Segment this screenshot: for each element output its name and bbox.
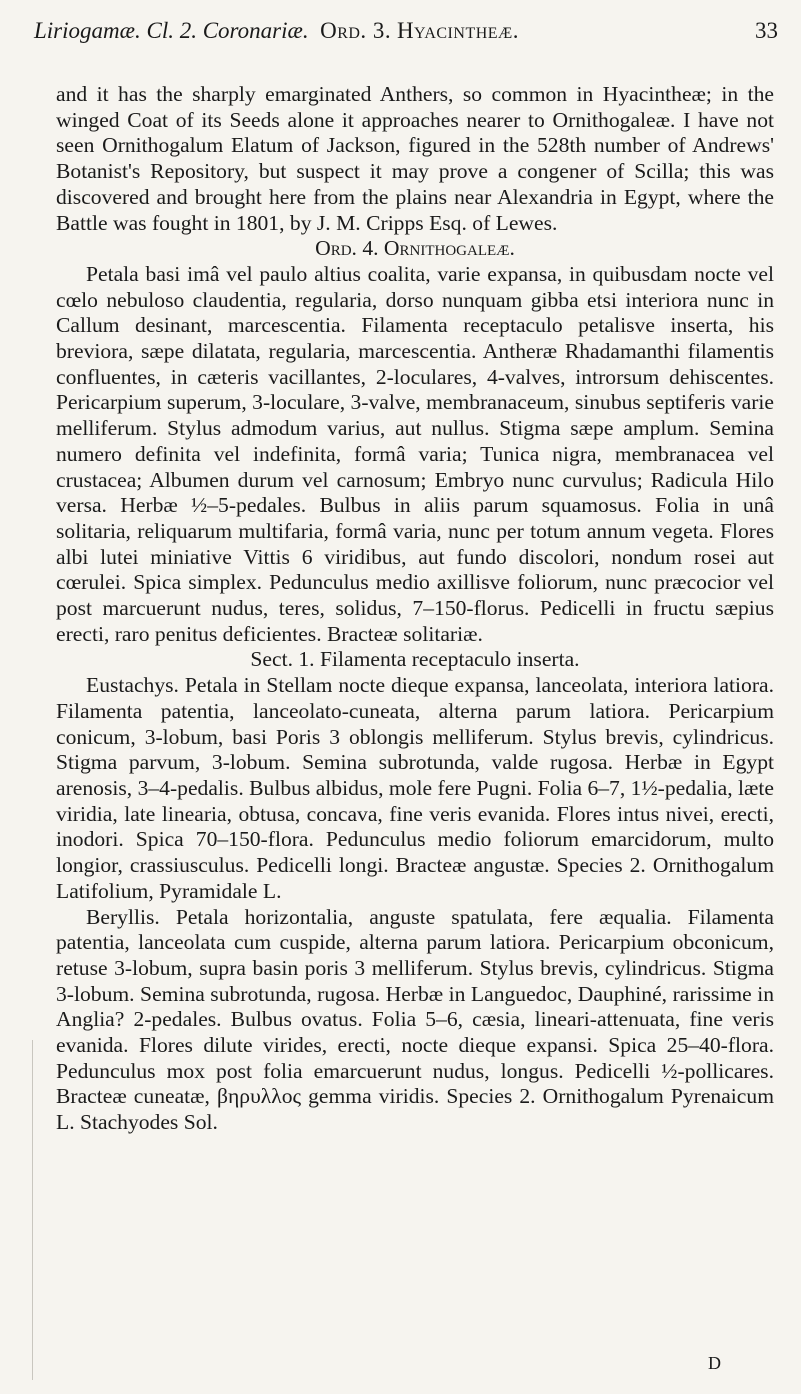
margin-rule [32, 1040, 33, 1380]
class-number: Cl. 2. [146, 18, 197, 43]
order-label: Ord. 3. [320, 18, 392, 43]
class-title: Coronariæ. [202, 18, 309, 43]
page-body [56, 82, 774, 1136]
paragraph-beryllis: Beryllis. Petala horizontalia, anguste spatulata, fere æqualia. Filamenta patentia, lanceolata cum cuspide, alterna parum latiora. Pericarpium obconicum, retuse 3-lobum, supra basin poris 3 melliferum. Stylus brevis, cylindricus. Stigma 3-lobum. Semina subrotunda, rugosa. Herbæ in Languedoc, Dauphiné, rarissime in Anglia? 2-pedales. Bulbus ovatus. Folia 5–6, cæsia, lineari-attenuata, fine veris evanida. Flores dilute virides, erecti, nocte dieque expansi. Spica 25–40-flora. Pedunculus mox post folia emarcuerunt nudus, longus. Pedicelli ½-pollicares. Bracteæ cuneatæ, βηρυλλος gemma viridis. Species 2. Ornithogalum Pyrenaicum L. Stachyodes Sol. [56, 904, 774, 1135]
page-header [34, 12, 778, 52]
page-number: 33 [755, 18, 778, 43]
signature-mark: D [708, 1353, 721, 1373]
section-heading: Sect. 1. Filamenta receptaculo inserta. [250, 647, 580, 672]
order-name: Hyacintheæ. [396, 18, 520, 43]
order-heading: Ord. 4. Ornithogaleæ. [315, 236, 515, 261]
class-name: Liriogamæ. [34, 18, 141, 43]
paragraph-hyacintheae-continued: and it has the sharply emarginated Anthers, so common in Hyacintheæ; in the winged Coat of its Seeds alone it approaches nearer to Ornithogaleæ. I have not seen Ornithogalum Elatum of Jackson, figured in the 528th number of Andrews' Botanist's Repository, but suspect it may prove a congener of Scilla; this was discovered and brought here from the plains near Alexandria in Egypt, where the Battle was fought in 1801, by J. M. Cripps Esq. of Lewes. [56, 82, 774, 235]
running-head [34, 16, 519, 46]
paragraph-ornithogaleae-description: Petala basi imâ vel paulo altius coalita, varie expansa, in quibusdam nocte vel cœlo nebuloso claudentia, regularia, dorso nunquam gibba etsi interiora nunc in Callum desinant, marcescentia. Filamenta receptaculo petalisve inserta, his breviora, sæpe dilatata, regularia, marcescentia. Antheræ Rhadamanthi filamentis confluentes, in cæteris vacillantes, 2-loculares, 4-valves, introrsum dehiscentes. Pericarpium superum, 3-loculare, 3-valve, membranaceum, sinubus septiferis varie melliferum. Stylus admodum varius, aut nullus. Stigma sæpe amplum. Semina numero definita vel indefinita, formâ varia; Tunica nigra, membranacea vel crustacea; Albumen durum vel carnosum; Embryo nunc curvulus; Radicula Hilo versa. Herbæ ½–5-pedales. Bulbus in aliis parum squamosus. Folia in unâ solitaria, reliquarum multifaria, formâ varia, nunc per totum annum vegeta. Flores albi lutei miniative Vittis 6 viridibus, aut fundo discolori, nondum rosei aut cœrulei. Spica simplex. Pedunculus medio axillisve foliorum, nunc præcocior vel post marcuerunt nudus, teres, solidus, 7–150-florus. Pedicelli in fructu sæpius erecti, raro penitus deficientes. Bracteæ solitariæ. [56, 261, 774, 646]
paragraph-eustachys: Eustachys. Petala in Stellam nocte dieque expansa, lanceolata, interiora latiora. Filamenta patentia, lanceolato-cuneata, alterna parum latiora. Pericarpium conicum, 3-lobum, basi Poris 3 oblongis melliferum. Stylus brevis, cylindricus. Stigma parvum, 3-lobum. Semina subrotunda, valde rugosa. Herbæ in Egypt arenosis, 3–4-pedalis. Bulbus albidus, mole fere Pugni. Folia 6–7, 1½-pedalia, læte viridia, late linearia, obtusa, concava, fine veris evanida. Flores intus nivei, erecti, inodori. Spica 70–150-flora. Pedunculus medio foliorum emarcidorum, multo longior, crassiusculus. Pedicelli longi. Bracteæ angustæ. Species 2. Ornithogalum Latifolium, Pyramidale L. [56, 673, 774, 903]
